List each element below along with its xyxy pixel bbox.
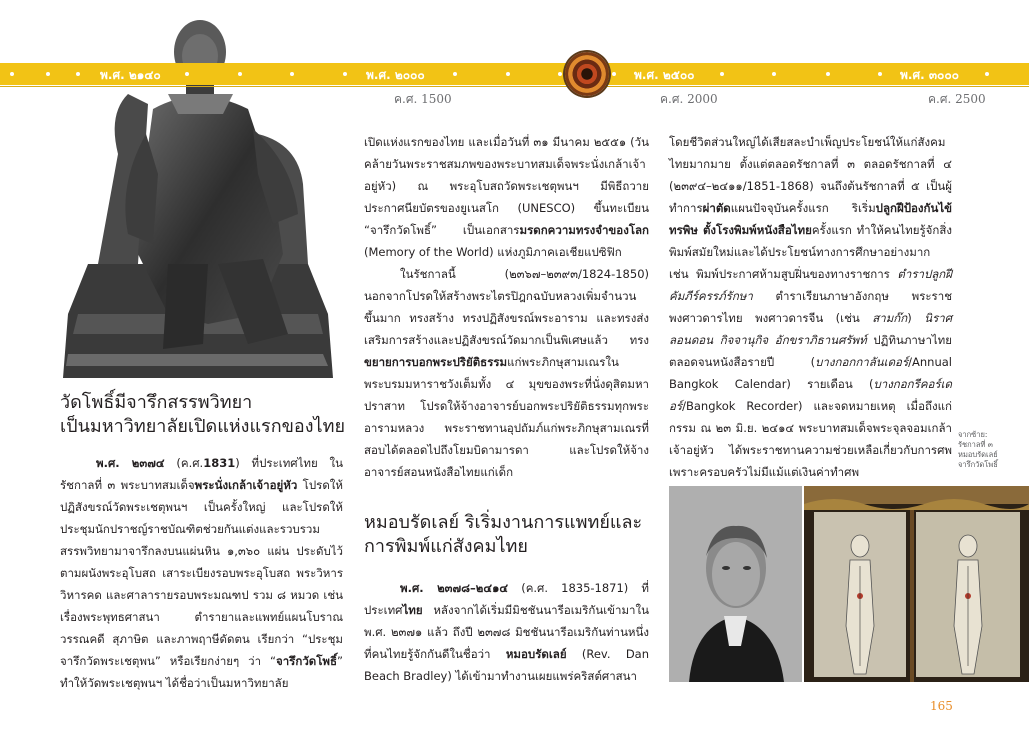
surgery-highlight: ผ่าตัด xyxy=(702,201,731,215)
book-title: สามก๊ก xyxy=(872,311,908,325)
text-run: แก่พระภิกษุสามเณรในพระบรมมหาราชวังเต็มทั้ง ๔ มุขของพระที่นั่งดุสิตมหาปราสาท โปรดให้จ้างอาจารย์บอกพระปริยัติธรรมทุกพระอารามหลวง พระราชทานอุปถัมภ์แก่พระภิกษุสามเณรที่สอบได้ตลอดไปถึงโยมบิดามารดา และโปรดให้จ้างอาจารย์สอนหนังสือไทยแก่เด็ก xyxy=(364,355,649,479)
timeline-dot xyxy=(290,72,294,76)
timeline-dot xyxy=(720,72,724,76)
text-run: ” ทำให้วัดพระเชตุพนฯ ได้ชื่อว่าเป็นมหาวิทยาลัย xyxy=(60,654,343,690)
text-run: (ค.ศ. 1835-1871) ที่ประเทศ xyxy=(364,581,649,617)
timeline-medallion-icon xyxy=(565,52,609,96)
section-title-line: หมอบรัดเลย์ ริเริ่มงานการแพทย์และ xyxy=(364,512,643,533)
timeline-be-label: พ.ศ. ๒๕๐๐ xyxy=(634,68,695,82)
text-run: (Memory of the World) แห่งภูมิภาคเอเชียแปซิฟิก xyxy=(364,245,622,259)
caption-line: จารึกวัดโพธิ์ xyxy=(958,460,998,469)
unesco-paragraph xyxy=(364,131,649,263)
timeline-dot xyxy=(185,72,189,76)
year-highlight: 1831 xyxy=(203,456,236,470)
caption-line: จากซ้าย: xyxy=(958,430,988,439)
wat-pho-inscription-photo xyxy=(804,486,1029,682)
timeline-divider xyxy=(0,86,1029,87)
timeline-dot xyxy=(343,72,347,76)
king-name-highlight: พระนั่งเกล้าเจ้าอยู่หัว xyxy=(194,478,298,492)
timeline-ce-label: ค.ศ. 2500 xyxy=(928,92,986,106)
year-highlight: พ.ศ. ๒๓๗๔ xyxy=(96,456,165,470)
section-title-line: เป็นมหาวิทยาลัยเปิดแห่งแรกของไทย xyxy=(60,416,345,437)
dan-beach-bradley-portrait xyxy=(669,486,802,682)
text-run: ในรัชกาลนี้ (๒๓๖๗–๒๓๙๓/1824-1850) นอกจากโปรดให้สร้างพระไตรปิฎกฉบับหลวงเพิ่มจำนวนขึ้นมาก ทรงสร้าง ทรงปฏิสังขรณ์พระอาราม และทรงส่งเสริมการสร้างและปฏิสังขรณ์วัดมากเป็นพิเศษแล้ว ทรง xyxy=(364,267,649,347)
timeline-dot xyxy=(10,72,14,76)
text-run: ตำราเรียนภาษาอังกฤษ พระราชพงศาวดารไทย พงศาวดารจีน (เช่น xyxy=(669,289,952,325)
reign-paragraph xyxy=(364,263,649,483)
section-title xyxy=(60,391,345,439)
text-run: ปฏิทินภาษาไทยตลอดจนหนังสือรายปี ( xyxy=(669,333,952,369)
bradley-name-highlight: หมอบรัดเลย์ xyxy=(505,647,567,661)
text-run: ครั้งแรก ทำให้คนไทยรู้จักสิ่งพิมพ์สมัยใหม่และได้ประโยชน์ทางการศึกษาอย่างมาก เช่น พิมพ์ประกาศห้ามสูบฝิ่นของทางราชการ xyxy=(669,223,952,281)
text-run: แผนปัจจุบันครั้งแรก ริเริ่ม xyxy=(730,201,876,215)
text-run: โปรดให้ปฏิสังขรณ์วัดพระเชตุพนฯ เป็นครั้งใหญ่ และโปรดให้ประชุมนักปราชญ์ราชบัณฑิตช่วยกันแต่งและรวบรวมสรรพวิทยามาจารึกลงบนแผ่นหิน ๑,๓๖๐ แผ่น ประดับไว้ตามผนังพระอุโบสถ เสาระเบียงรอบพระอุโบสถ พระวิหาร วิหารคด และศาลารายรอบพระมณฑป รวม ๘ หมวด เช่น เรื่องพระพุทธศาสนา ตำรายาและแพทย์แผนโบราณ วรรณคดี สุภาษิต และภาพฤาษีดัดตน เรียกว่า “ประชุมจารึกวัดพระเชตุพน” หรือเรียกง่ายๆ ว่า “ xyxy=(60,478,343,668)
book-title: นิราศลอนดอน กิจจานุกิจ อักขราภิธานศรัพท์ xyxy=(669,311,952,347)
photo-caption xyxy=(958,430,1018,470)
caption-line: หมอบรัดเลย์ xyxy=(958,450,998,459)
inscription-name-highlight: จารึกวัดโพธิ์ xyxy=(275,654,338,668)
timeline-dot xyxy=(878,72,882,76)
text-run: เปิดแห่งแรกของไทย และเมื่อวันที่ ๓๑ มีนาคม ๒๕๕๑ (วันคล้ายวันพระราชสมภพของพระบาทสมเด็จพระนั่งเกล้าเจ้าอยู่หัว) ณ พระอุโบสถวัดพระเชตุพนฯ มีพิธีถวายประกาศนียบัตรของยูเนสโก (UNESCO) ขึ้นทะเบียน “จารึกวัดโพธิ์” เป็นเอกสาร xyxy=(364,135,649,237)
timeline-dot xyxy=(453,72,457,76)
section-title xyxy=(364,511,654,559)
page-number: 165 xyxy=(930,699,953,713)
text-run: ) ที่ประเทศไทย ในรัชกาลที่ ๓ พระบาทสมเด็จ xyxy=(60,456,343,492)
country-highlight: ไทย xyxy=(402,603,423,617)
book-title: ตำราปลูกฝี คัมภีร์ครรภ์รักษา xyxy=(669,267,952,303)
timeline-ce-label: ค.ศ. 2000 xyxy=(660,92,718,106)
bradley-paragraph xyxy=(364,577,649,687)
text-run: (Rev. Dan Beach Bradley) ได้เข้ามาทำงานเผยแพร่คริสต์ศาสนา xyxy=(364,647,650,683)
text-run: /Annual Bangkok Calendar) รายเดือน ( xyxy=(669,355,952,391)
timeline-dot xyxy=(612,72,616,76)
timeline-dot xyxy=(772,72,776,76)
timeline-dot xyxy=(826,72,830,76)
timeline-dot xyxy=(76,72,80,76)
year-highlight: พ.ศ. ๒๓๗๘–๒๔๑๔ xyxy=(400,581,509,595)
timeline-dot xyxy=(506,72,510,76)
dharma-teaching-highlight: ขยายการบอกพระปริยัติธรรม xyxy=(364,355,508,369)
text-run: ) xyxy=(907,311,925,325)
memory-of-world-highlight: มรดกความทรงจำของโลก xyxy=(519,223,649,237)
timeline-dot xyxy=(46,72,50,76)
wat-pho-paragraph xyxy=(60,452,343,694)
timeline-dot xyxy=(985,72,989,76)
timeline-dot xyxy=(238,72,242,76)
text-run: หลังจากได้เริ่มมีมิชชันนารีอเมริกันเข้ามาใน พ.ศ. ๒๓๗๑ แล้ว ถึงปี ๒๓๗๘ มิชชันนารีอเมริกันท่านหนึ่งที่คนไทยรู้จักกันดีในชื่อว่า xyxy=(364,603,649,661)
timeline-be-label: พ.ศ. ๓๐๐๐ xyxy=(900,68,959,82)
timeline-dot xyxy=(558,72,562,76)
timeline-be-label: พ.ศ. ๒๐๐๐ xyxy=(366,68,425,82)
book-title: บางกอกรีคอร์เดอร์ xyxy=(669,377,952,413)
timeline-be-label: พ.ศ. ๒๑๔๐ xyxy=(100,68,161,82)
text-run: /Bangkok Recorder) และจดหมายเหตุ เมื่อถึงแก่กรรม ณ ๒๓ มิ.ย. ๒๔๑๔ พระบาทสมเด็จพระจุลจอมเกล้าเจ้าอยู่หัว ได้พระราชทานความช่วยเหลือเกี่ยวกับการศพ เพราะครอบครัวไม่มีแม้แต่เงินค่าทำศพ xyxy=(669,399,952,479)
timeline-ce-label: ค.ศ. 1500 xyxy=(394,92,452,106)
section-title-line: การพิมพ์แก่สังคมไทย xyxy=(364,536,528,557)
caption-line: รัชกาลที่ ๓ xyxy=(958,440,993,449)
section-title-line: วัดโพธิ์มีจารึกสรรพวิทยา xyxy=(60,392,253,413)
vaccination-printing-highlight: ปลูกฝีป้องกันไข้ทรพิษ ตั้งโรงพิมพ์หนังสือไทย xyxy=(669,201,952,237)
book-title: บางกอกกาลันเดอร์ xyxy=(815,355,909,369)
text-run: (ค.ศ. xyxy=(164,456,204,470)
text-run: โดยชีวิตส่วนใหญ่ได้เสียสละบำเพ็ญประโยชน์ให้แก่สังคมไทยมากมาย ตั้งแต่ตลอดรัชกาลที่ ๓ ตลอดรัชกาลที่ ๔ (๒๓๙๔–๒๔๑๑/1851-1868) จนถึงต้นรัชกาลที่ ๕ เป็นผู้ทำการ xyxy=(669,135,952,215)
bradley-legacy-paragraph xyxy=(669,131,952,483)
